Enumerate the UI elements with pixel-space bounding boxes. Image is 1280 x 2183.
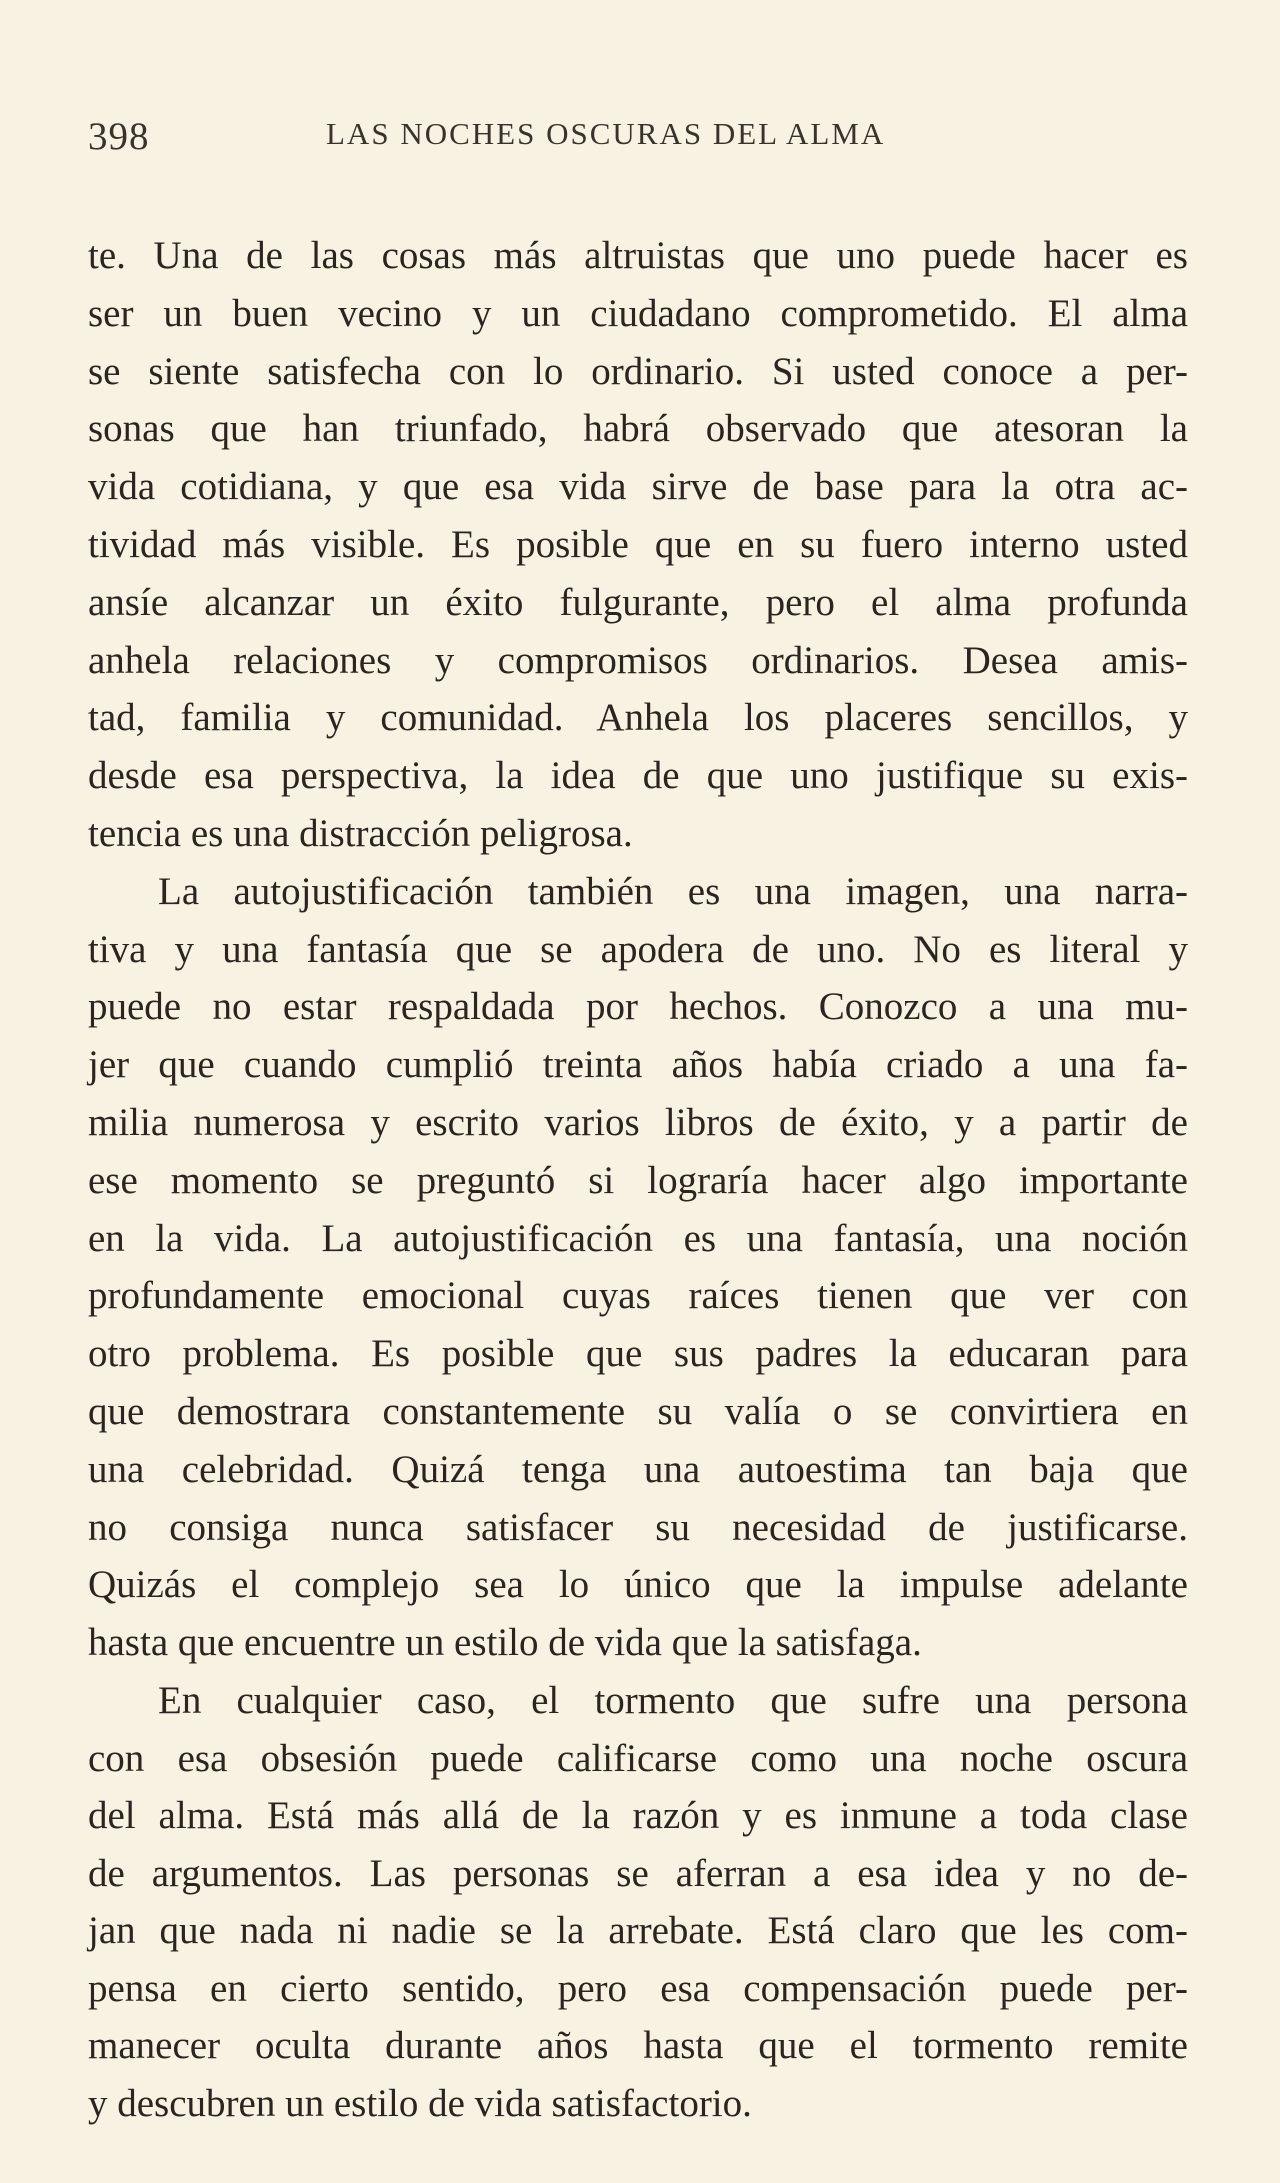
text-line: ese momento se preguntó si lograría hacer algo importante xyxy=(88,1158,1188,1202)
book-title: LAS NOCHES OSCURAS DEL ALMA xyxy=(326,116,886,151)
text-line: tad, familia y comunidad. Anhela los placeres sencillos, y xyxy=(88,696,1188,740)
text-line: jan que nada ni nadie se la arrebate. Está claro que les com- xyxy=(88,1909,1188,1953)
text-line: ser un buen vecino y un ciudadano comprometido. El alma xyxy=(88,291,1188,335)
text-line: profundamente emocional cuyas raíces tienen que ver con xyxy=(88,1274,1188,1318)
text-line: Quizás el complejo sea lo único que la impulse adelante xyxy=(88,1563,1188,1607)
text-line: tividad más visible. Es posible que en su fuero interno usted xyxy=(88,522,1188,566)
text-line: en la vida. La autojustificación es una fantasía, una noción xyxy=(88,1216,1188,1260)
text-line: y descubren un estilo de vida satisfactorio. xyxy=(88,2082,752,2126)
text-line: que demostrara constantemente su valía o se convirtiera en xyxy=(88,1389,1188,1433)
text-line: te. Una de las cosas más altruistas que uno puede hacer es xyxy=(88,234,1188,277)
text-line: de argumentos. Las personas se aferran a esa idea y no de- xyxy=(88,1851,1188,1895)
text-line: ansíe alcanzar un éxito fulgurante, pero el alma profunda xyxy=(88,580,1188,624)
text-line: manecer oculta durante años hasta que el tormento remite xyxy=(88,2024,1188,2068)
book-page xyxy=(88,100,1188,2126)
text-line: sonas que han triunfado, habrá observado que atesoran la xyxy=(88,407,1188,451)
text-line: puede no estar respaldada por hechos. Conozco a una mu- xyxy=(88,985,1188,1029)
text-line: del alma. Está más allá de la razón y es inmune a toda clase xyxy=(88,1794,1188,1838)
text-line: La autojustificación también es una imagen, una narra- xyxy=(158,869,1188,913)
text-line: anhela relaciones y compromisos ordinarios. Desea amis- xyxy=(88,638,1188,682)
text-line: se siente satisfecha con lo ordinario. Si usted conoce a per- xyxy=(88,349,1188,393)
running-head xyxy=(88,100,1188,160)
text-line: tencia es una distracción peligrosa. xyxy=(88,811,633,855)
text-line: hasta que encuentre un estilo de vida que la satisfaga. xyxy=(88,1621,922,1665)
paragraph-3 xyxy=(88,1672,1188,2133)
body-text xyxy=(88,227,1188,2133)
text-line: pensa en cierto sentido, pero esa compensación puede per- xyxy=(88,1966,1188,2010)
page-number: 398 xyxy=(88,115,150,158)
text-line: con esa obsesión puede calificarse como una noche oscura xyxy=(88,1736,1188,1780)
text-line: En cualquier caso, el tormento que sufre una persona xyxy=(158,1678,1188,1722)
text-line: jer que cuando cumplió treinta años había criado a una fa- xyxy=(88,1043,1188,1087)
text-line: otro problema. Es posible que sus padres la educaran para xyxy=(88,1332,1188,1376)
paragraph-2 xyxy=(88,863,1188,1672)
text-line: desde esa perspectiva, la idea de que uno justifique su exis- xyxy=(88,754,1188,798)
text-line: una celebridad. Quizá tenga una autoestima tan baja que xyxy=(88,1447,1188,1491)
text-line: no consiga nunca satisfacer su necesidad de justificarse. xyxy=(88,1505,1188,1549)
text-line: milia numerosa y escrito varios libros de éxito, y a partir de xyxy=(88,1100,1188,1144)
paragraph-1 xyxy=(88,227,1188,863)
text-line: tiva y una fantasía que se apodera de uno. No es literal y xyxy=(88,927,1188,971)
text-line: vida cotidiana, y que esa vida sirve de base para la otra ac- xyxy=(88,465,1188,509)
